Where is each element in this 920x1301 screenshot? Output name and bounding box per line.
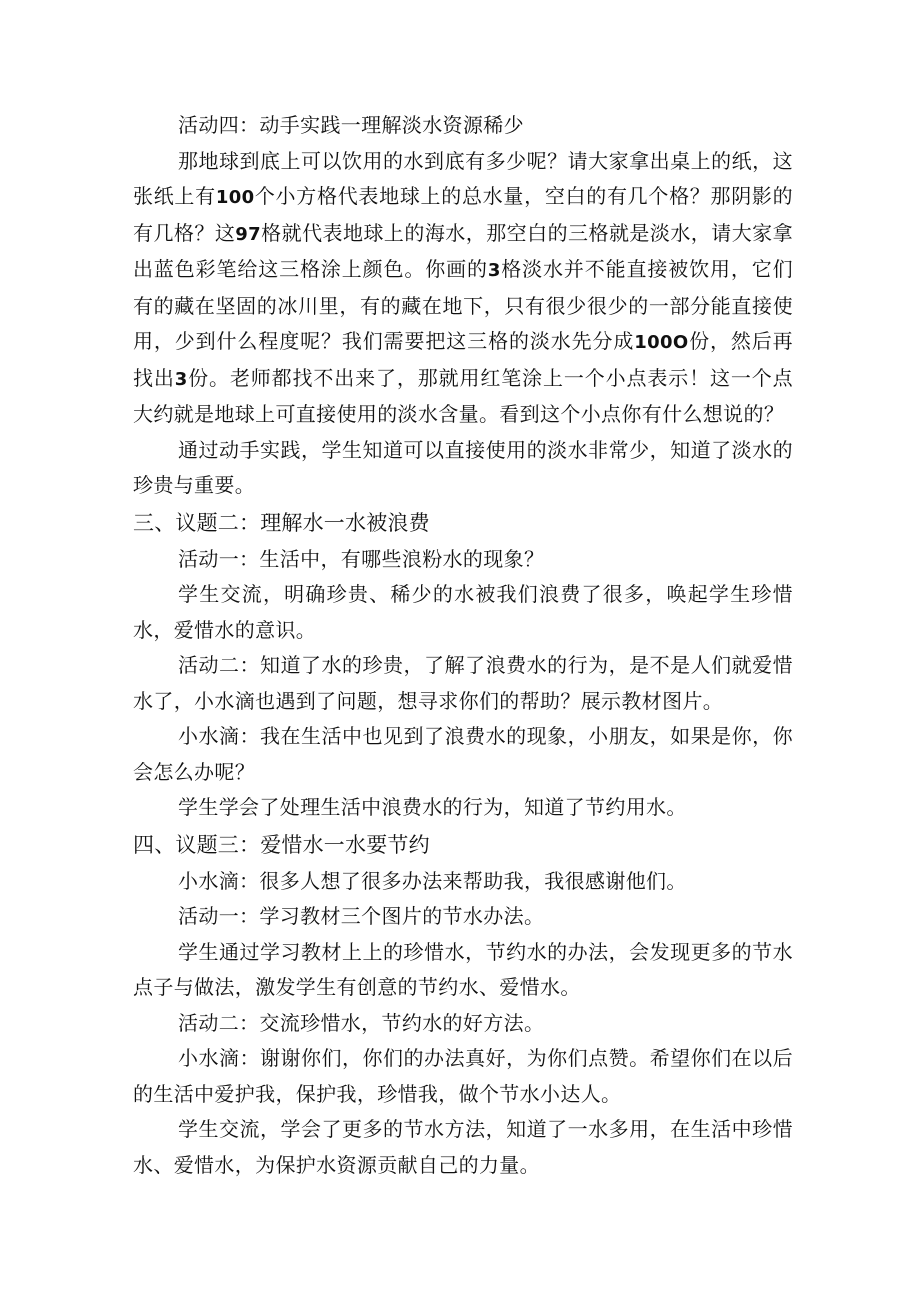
section-4-paragraph: 活动二：交流珍惜水，节约水的好方法。 bbox=[178, 1010, 545, 1035]
text-run: 那地球到底上可以饮用的水到底有多少呢？请大家拿出桌上的纸，这张纸上有 bbox=[133, 148, 793, 208]
document-body bbox=[133, 108, 793, 1183]
text-run: 格淡水并不能直接被饮用，它们有的藏在坚固的冰川里，有的藏在地下，只有很少很少的一部分能直接使用，少到什么程度呢？我们需要把这三格的淡水先分成 bbox=[133, 257, 793, 353]
activity4-summary: 通过动手实践，学生知道可以直接使用的淡水非常少，知道了淡水的珍贵与重要。 bbox=[133, 437, 793, 497]
section-4-paragraph: 学生交流，学会了更多的节水方法，知道了一水多用，在生活中珍惜水、爱惜水，为保护水资源贡献自己的力量。 bbox=[133, 1117, 793, 1177]
activity4-paragraph bbox=[133, 144, 793, 433]
section-3-paragraph: 活动一：生活中，有哪些浪粉水的现象？ bbox=[178, 546, 545, 571]
section-4-heading: 四、议题三：爱惜水一水要节约 bbox=[133, 832, 430, 857]
number-run: 100 bbox=[215, 187, 255, 208]
text-run: 份，然后再找出 bbox=[133, 329, 793, 390]
text-run: 个小方格代表地球上的总水量，空白的有几个格？那阴影的有几格？这 bbox=[133, 184, 793, 245]
number-run: 3 bbox=[174, 368, 188, 390]
section-3-paragraph: 学生交流，明确珍贵、稀少的水被我们浪费了很多，唤起学生珍惜水，爱惜水的意识。 bbox=[133, 582, 793, 642]
section-4-paragraph: 小水滴：很多人想了很多办法来帮助我，我很感谢他们。 bbox=[178, 868, 687, 893]
activity4-title: 活动四：动手实践一理解淡水资源稀少 bbox=[178, 113, 524, 137]
text-run: 格就代表地球上的海水，那空白的三格就是淡水，请大家拿出蓝色彩笔给这三格涂上颜色。你画的 bbox=[133, 220, 793, 281]
number-run: 97 bbox=[235, 223, 262, 245]
section-3-heading: 三、议题二：理解水一水被浪费 bbox=[133, 510, 430, 535]
section-4-paragraph: 活动一：学习教材三个图片的节水办法。 bbox=[178, 904, 545, 928]
section-3-paragraph: 小水滴：我在生活中也见到了浪费水的现象，小朋友，如果是你，你会怎么办呢？ bbox=[133, 724, 793, 784]
section-3-paragraph: 活动二：知道了水的珍贵，了解了浪费水的行为，是不是人们就爱惜水了，小水滴也遇到了问题，想寻求你们的帮助？展示教材图片。 bbox=[133, 653, 793, 713]
number-run: 3 bbox=[487, 260, 501, 281]
section-4-paragraph: 小水滴：谢谢你们，你们的办法真好，为你们点赞。希望你们在以后的生活中爱护我，保护我，珍惜我，做个节水小达人。 bbox=[133, 1046, 793, 1106]
section-4-paragraph: 学生通过学习教材上上的珍惜水，节约水的办法，会发现更多的节水点子与做法，激发学生有创意的节约水、爱惜水。 bbox=[133, 939, 793, 999]
number-run: 100O bbox=[634, 332, 689, 353]
section-3-paragraph: 学生学会了处理生活中浪费水的行为，知道了节约用水。 bbox=[178, 795, 687, 819]
text-run: 份。老师都找不出来了，那就用红笔涂上一个小点表示！这一个点大约就是地球上可直接使用的淡水含量。看到这个小点你有什么想说的？ bbox=[133, 365, 793, 426]
